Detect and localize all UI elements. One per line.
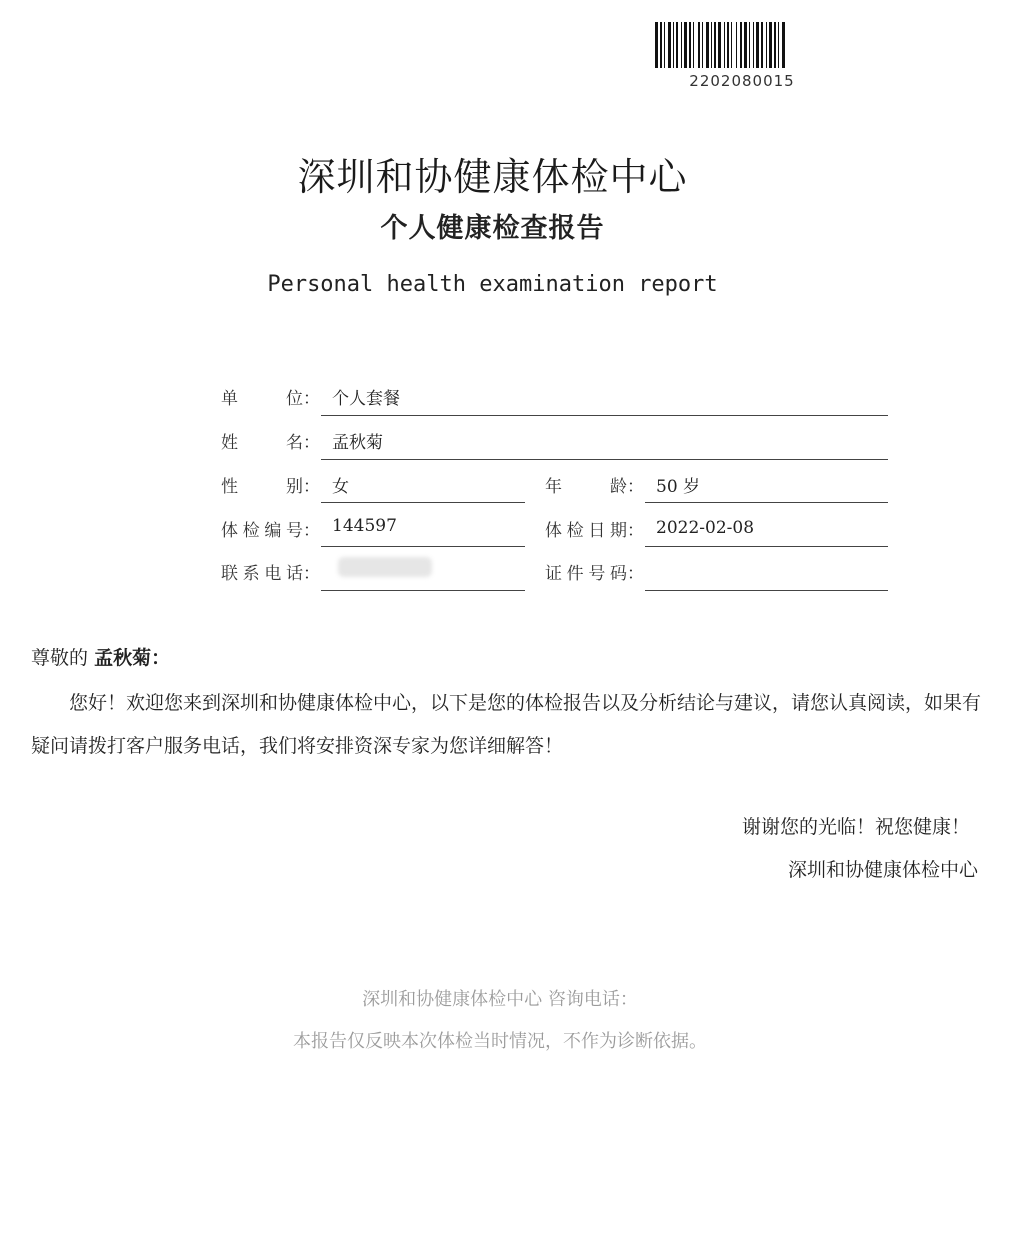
barcode-bar xyxy=(693,22,694,68)
barcode-bar xyxy=(731,22,732,68)
age-value: 50 岁 xyxy=(656,477,701,497)
exam-date-value: 2022-02-08 xyxy=(656,518,755,538)
id-no-underline xyxy=(645,590,888,591)
welcome-paragraph: 您好！欢迎您来到深圳和协健康体检中心，以下是您的体检报告以及分析结论与建议，请您认真阅读，如果有疑问请拨打客户服务电话，我们将安排资深专家为您详细解答！ xyxy=(31,692,982,757)
exam-date-underline xyxy=(645,546,888,547)
barcode-bar xyxy=(724,22,725,68)
barcode-bar xyxy=(756,22,759,68)
exam-no-value: 144597 xyxy=(332,516,397,536)
salutation-text: 尊敬的 xyxy=(31,647,89,669)
barcode-bar xyxy=(681,22,682,68)
barcode-bar xyxy=(774,22,776,68)
barcode-bar xyxy=(660,22,662,68)
age-underline xyxy=(645,502,888,503)
age-label: 年龄： xyxy=(545,477,644,497)
barcode-bar xyxy=(736,22,737,68)
name-underline xyxy=(321,459,888,460)
barcode-bar xyxy=(664,22,665,68)
signature: 深圳和协健康体检中心 xyxy=(787,859,978,881)
name-label: 姓名： xyxy=(221,433,320,453)
footer-disclaimer: 本报告仅反映本次体检当时情况，不作为诊断依据。 xyxy=(293,1031,707,1052)
barcode-bar xyxy=(668,22,671,68)
unit-label: 单位： xyxy=(221,389,320,409)
barcode xyxy=(652,22,904,90)
barcode-bar xyxy=(761,22,763,68)
id-no-label: 证件号码： xyxy=(545,564,644,584)
barcode-bar xyxy=(744,22,747,68)
barcode-bar xyxy=(778,22,779,68)
barcode-bar xyxy=(676,22,678,68)
barcode-bar xyxy=(727,22,729,68)
barcode-bar xyxy=(655,22,658,68)
thanks-line: 谢谢您的光临！祝您健康！ xyxy=(741,816,970,838)
report-title-en: Personal health examination report xyxy=(267,272,718,297)
gender-label: 性别： xyxy=(221,477,320,497)
barcode-bar xyxy=(718,22,721,68)
barcode-bar xyxy=(711,22,712,68)
barcode-number: 2202080015 xyxy=(689,72,795,90)
barcode-bar xyxy=(706,22,709,68)
barcode-bar xyxy=(769,22,772,68)
unit-underline xyxy=(321,415,888,416)
barcode-bar xyxy=(689,22,691,68)
barcode-bar xyxy=(740,22,742,68)
exam-date-label: 体检日期： xyxy=(545,521,644,541)
gender-value: 女 xyxy=(332,477,349,497)
exam-no-underline xyxy=(321,546,525,547)
report-title: 个人健康检查报告 xyxy=(380,213,605,244)
barcode-bar xyxy=(698,22,700,68)
gender-underline xyxy=(321,502,525,503)
name-value: 孟秋菊 xyxy=(332,433,383,453)
barcode-bar xyxy=(766,22,767,68)
barcode-bar xyxy=(714,22,716,68)
salutation xyxy=(31,643,170,670)
barcode-bar xyxy=(702,22,703,68)
footer-contact: 深圳和协健康体检中心 咨询电话： xyxy=(362,989,638,1010)
barcode-bar xyxy=(782,22,785,68)
barcode-bars xyxy=(652,22,904,70)
center-name: 深圳和协健康体检中心 xyxy=(297,155,688,199)
phone-label: 联系电话： xyxy=(221,564,320,584)
unit-value: 个人套餐 xyxy=(332,389,400,409)
phone-underline xyxy=(321,590,525,591)
barcode-bar xyxy=(749,22,750,68)
salutation-name: 孟秋菊： xyxy=(94,647,171,669)
barcode-bar xyxy=(673,22,674,68)
barcode-bar xyxy=(684,22,687,68)
barcode-bar xyxy=(753,22,754,68)
exam-no-label: 体检编号： xyxy=(221,521,320,541)
redacted-phone-blur xyxy=(338,557,432,577)
